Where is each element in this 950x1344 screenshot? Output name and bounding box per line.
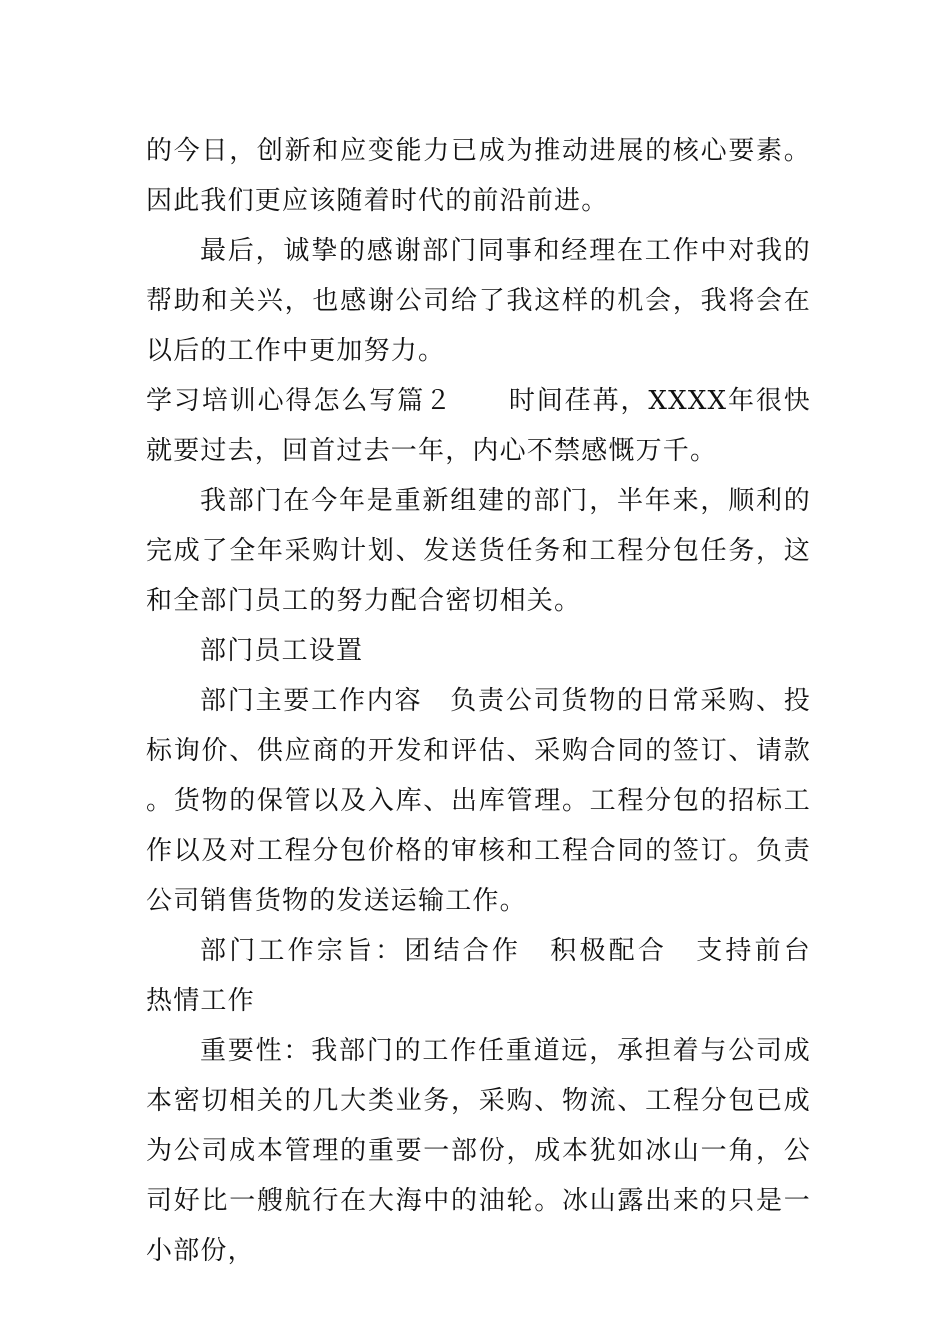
paragraph-7: 部门工作宗旨：团结合作 积极配合 支持前台 热情工作 [146, 936, 839, 1016]
paragraph-8: 重要性：我部门的工作任重道远，承担着与公司成本密切相关的几大类业务，采购、物流、工程分包已成为公司成本管理的重要一部份，成本犹如冰山一角，公司好比一艘航行在大海中的油轮。冰山露出来的只是一小部份， [146, 1036, 811, 1266]
paragraph-4: 我部门在今年是重新组建的部门，半年来，顺利的完成了全年采购计划、发送货任务和工程分包任务，这和全部门员工的努力配合密切相关。 [146, 486, 811, 616]
section-heading-paragraph: 学习培训心得怎么写篇２ 时间荏苒，XXXX年很快就要过去，回首过去一年，内心不禁感慨万千。 [146, 386, 811, 466]
paragraph-2: 最后，诚挚的感谢部门同事和经理在工作中对我的帮助和关兴，也感谢公司给了我这样的机会，我将会在以后的工作中更加努力。 [146, 236, 811, 366]
paragraph-5: 部门员工设置 [200, 636, 364, 666]
document-body [146, 126, 839, 1276]
paragraph-6: 部门主要工作内容 负责公司货物的日常采购、投标询价、供应商的开发和评估、采购合同的签订、请款。货物的保管以及入库、出库管理。工程分包的招标工作以及对工程分包价格的审核和工程合同的签订。负责公司销售货物的发送运输工作。 [146, 686, 811, 916]
paragraph-1: 的今日，创新和应变能力已成为推动进展的核心要素。因此我们更应该随着时代的前沿前进。 [146, 136, 811, 216]
